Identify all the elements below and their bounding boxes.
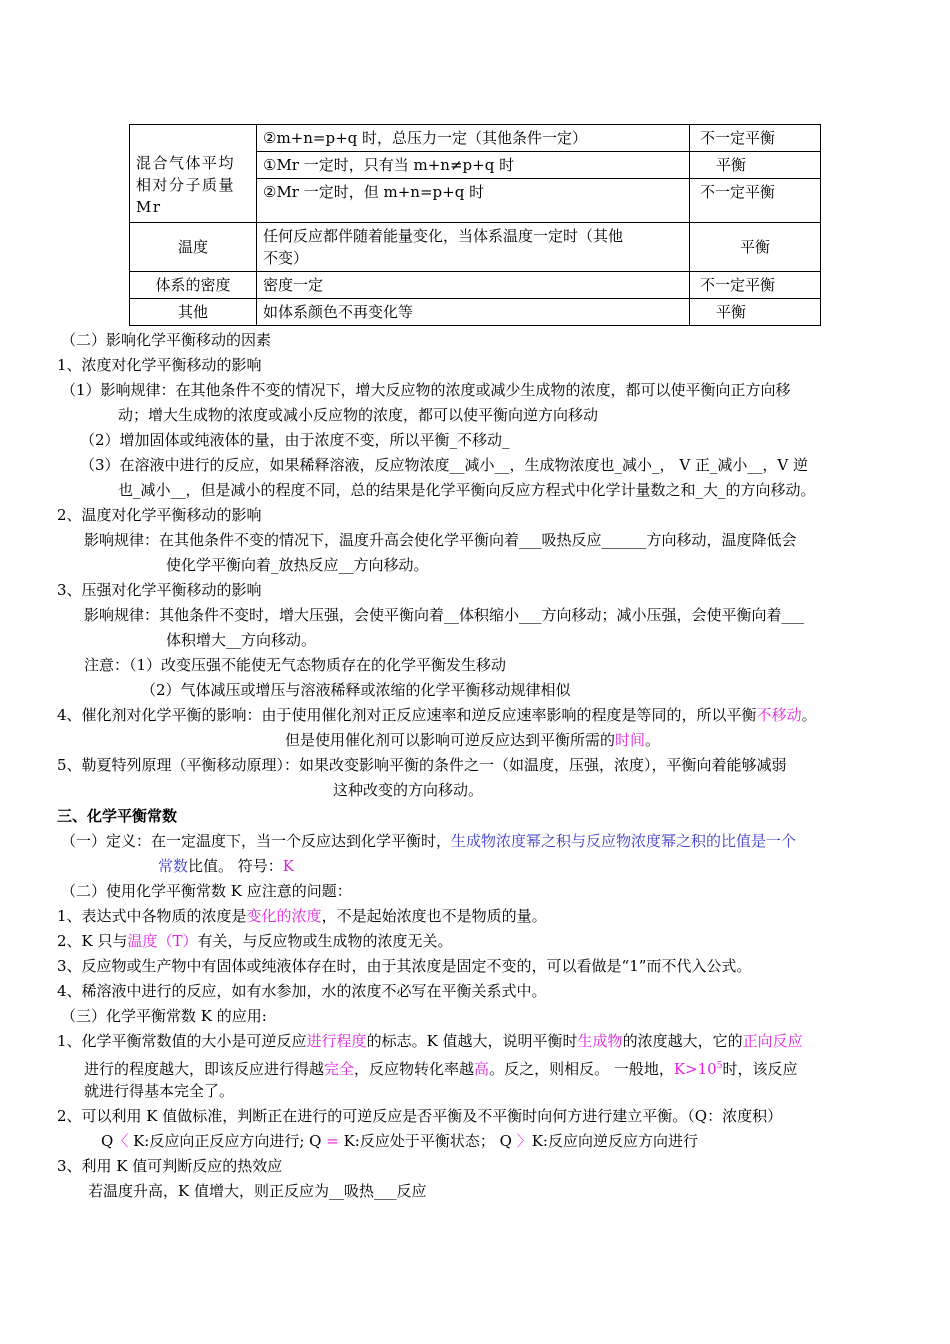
paragraph-line: 也_减小__，但是减小的程度不同，总的结果是化学平衡向反应方程式中化学计量数之和_大_的方向移动。 — [118, 481, 816, 499]
highlight-text: 不移动 — [756, 706, 802, 724]
table-row — [130, 125, 821, 152]
table-cell: 不一定平衡 — [690, 272, 821, 299]
note-line: （2）气体减压或增压与溶液稀释或浓缩的化学平衡移动规律相似 — [141, 681, 571, 699]
paragraph-line: 5、勒夏特列原理（平衡移动原理）：如果改变影响平衡的条件之一（如温度，压强，浓度），平衡向着能够减弱 — [57, 756, 787, 774]
paragraph-line: 影响规律：其他条件不变时，增大压强，会使平衡向着__体积缩小___方向移动；减小压强，会使平衡向着___ — [84, 606, 805, 624]
paragraph-line: 影响规律：在其他条件不变的情况下，温度升高会使化学平衡向着___吸热反应______方向移动，温度降低会 — [84, 531, 797, 549]
equilibrium-condition-table — [129, 124, 821, 326]
section-heading: 三、化学平衡常数 — [57, 807, 178, 825]
highlight-text: 生成物浓度幂之积与反应物浓度幂之积的比值是一个 — [451, 832, 797, 850]
text-run: ，反应物转化率越 — [354, 1060, 475, 1078]
highlight-text: K>10 — [673, 1060, 717, 1078]
text-run: 4、催化剂对化学平衡的影响：由于使用催化剂对正反应速率和逆反应速率影响的程度是等同的，所以平衡 — [57, 706, 757, 724]
highlight-text: 生成物 — [577, 1032, 623, 1050]
paragraph-line — [57, 704, 817, 726]
greater-than-symbol: 〉 — [511, 1132, 532, 1150]
text-run: K:反应处于平衡状态； Q — [343, 1132, 512, 1150]
table-row — [130, 223, 821, 272]
table-cell-line: 任何反应都伴随着能量变化，当体系温度一定时（其他 — [263, 227, 624, 245]
equals-symbol: = — [321, 1132, 344, 1150]
table-cell: 体系的密度 — [130, 272, 257, 299]
paragraph-line — [57, 905, 547, 927]
highlight-text: 时间 — [615, 731, 646, 749]
highlight-text: 进行程度 — [306, 1032, 367, 1050]
paragraph-line — [101, 1130, 698, 1152]
highlight-text: K — [282, 857, 295, 875]
table-cell: 温度 — [130, 223, 257, 272]
paragraph-title: 3、压强对化学平衡移动的影响 — [57, 581, 262, 599]
text-run: 有关，与反应物或生成物的浓度无关。 — [197, 932, 453, 950]
section-heading: （二）使用化学平衡常数 K 应注意的问题： — [61, 882, 352, 900]
text-run: （一）定义：在一定温度下，当一个反应达到化学平衡时， — [61, 832, 452, 850]
table-cell: 不一定平衡 — [690, 179, 821, 223]
paragraph-line: 就进行得基本完全了。 — [84, 1082, 235, 1100]
table-cell: 不一定平衡 — [690, 125, 821, 152]
table-cell: 平衡 — [690, 152, 821, 179]
table-cell: 平衡 — [690, 299, 821, 326]
paragraph-line — [57, 1030, 803, 1052]
table-cell — [130, 125, 257, 152]
less-than-symbol: 〈 — [113, 1132, 129, 1150]
highlight-text: 常数 — [158, 857, 189, 875]
mr-label-line: Mr — [136, 197, 162, 216]
superscript: 5 — [716, 1061, 723, 1071]
table-cell — [257, 223, 690, 272]
text-run: K:反应向逆反应方向进行 — [531, 1132, 698, 1150]
text-run: 1、表达式中各物质的浓度是 — [57, 907, 247, 925]
text-run: 2、K 只与 — [57, 932, 128, 950]
mr-label-line: 混合气体平均 — [136, 153, 236, 172]
highlight-text: 完全 — [324, 1060, 355, 1078]
table-cell: ②m+n=p+q 时，总压力一定（其他条件一定） — [257, 125, 690, 152]
highlight-text: 高 — [474, 1060, 490, 1078]
paragraph-title: 2、温度对化学平衡移动的影响 — [57, 506, 262, 524]
text-run: 时，该反应 — [722, 1060, 798, 1078]
text-run: 比值。 符号： — [188, 857, 283, 875]
text-run: 的标志。K 值越大，说明平衡时 — [366, 1032, 578, 1050]
table-cell: 如体系颜色不再变化等 — [257, 299, 690, 326]
paragraph-line: 使化学平衡向着_放热反应__方向移动。 — [166, 556, 429, 574]
table-row — [130, 272, 821, 299]
paragraph-line: 动；增大生成物的浓度或减小反应物的浓度，都可以使平衡向逆方向移动 — [118, 406, 599, 424]
text-run: 进行的程度越大，即该反应进行得越 — [84, 1060, 325, 1078]
paragraph-line — [84, 1055, 797, 1080]
paragraph-line: 3、反应物或生产物中有固体或纯液体存在时，由于其浓度是固定不变的，可以看做是“1”而不代入公式。 — [57, 957, 752, 975]
paragraph-line: 2、可以利用 K 值做标准，判断正在进行的可逆反应是否平衡及不平衡时向何方进行建立平衡。（Q：浓度积） — [57, 1107, 783, 1125]
paragraph-line: 若温度升高，K 值增大，则正反应为__吸热___反应 — [88, 1182, 427, 1200]
text-run: 的浓度越大，它的 — [622, 1032, 743, 1050]
table-row — [130, 299, 821, 326]
text-run: 。 — [801, 706, 817, 724]
paragraph-title: 3、利用 K 值可判断反应的热效应 — [57, 1157, 283, 1175]
paragraph-line — [285, 729, 660, 751]
mr-label-line: 相对分子质量 — [136, 175, 236, 194]
paragraph-line — [57, 930, 453, 952]
paragraph-line: 这种改变的方向移动。 — [333, 781, 484, 799]
text-run: 。反之，则相反。 一般地， — [489, 1060, 674, 1078]
section-heading: （三）化学平衡常数 K 的应用: — [61, 1007, 267, 1025]
table-cell: 平衡 — [690, 223, 821, 272]
paragraph-line: 4、稀溶液中进行的反应，如有水参加，水的浓度不必写在平衡关系式中。 — [57, 982, 547, 1000]
text-run: 但是使用催化剂可以影响可逆反应达到平衡所需的 — [285, 731, 616, 749]
highlight-text: 变化的浓度 — [246, 907, 322, 925]
note-line: 注意：（1）改变压强不能使无气态物质存在的化学平衡发生移动 — [84, 656, 507, 674]
paragraph-line: （2）增加固体或纯液体的量，由于浓度不变，所以平衡_不移动_ — [80, 431, 510, 449]
table-cell: ①Mr 一定时，只有当 m+n≠p+q 时 — [257, 152, 690, 179]
section-heading: （二）影响化学平衡移动的因素 — [61, 331, 272, 349]
table-cell-line: 不变） — [263, 249, 309, 267]
paragraph-title: 1、浓度对化学平衡移动的影响 — [57, 356, 262, 374]
text-run: ，不是起始浓度也不是物质的量。 — [321, 907, 547, 925]
highlight-text: 温度（T） — [127, 932, 198, 950]
text-run: 。 — [645, 731, 661, 749]
paragraph-line — [158, 855, 294, 877]
paragraph-line: 体积增大__方向移动。 — [166, 631, 317, 649]
table-cell-mr-label — [130, 152, 257, 223]
paragraph-line: （1）影响规律：在其他条件不变的情况下，增大反应物的浓度或减少生成物的浓度，都可以使平衡向正方向移 — [61, 381, 791, 399]
paragraph-line — [61, 830, 796, 852]
table-cell: ②Mr 一定时，但 m+n=p+q 时 — [257, 179, 690, 223]
table-cell: 其他 — [130, 299, 257, 326]
table-row — [130, 152, 821, 179]
highlight-text: 正向反应 — [742, 1032, 803, 1050]
text-run: Q — [101, 1132, 114, 1150]
paragraph-line: （3）在溶液中进行的反应，如果稀释溶液，反应物浓度__减小__，生成物浓度也_减小_， V 正_减小__，V 逆 — [80, 456, 809, 474]
text-run: 1、化学平衡常数值的大小是可逆反应 — [57, 1032, 307, 1050]
text-run: K:反应向正反应方向进行; Q — [128, 1132, 322, 1150]
table-cell: 密度一定 — [257, 272, 690, 299]
